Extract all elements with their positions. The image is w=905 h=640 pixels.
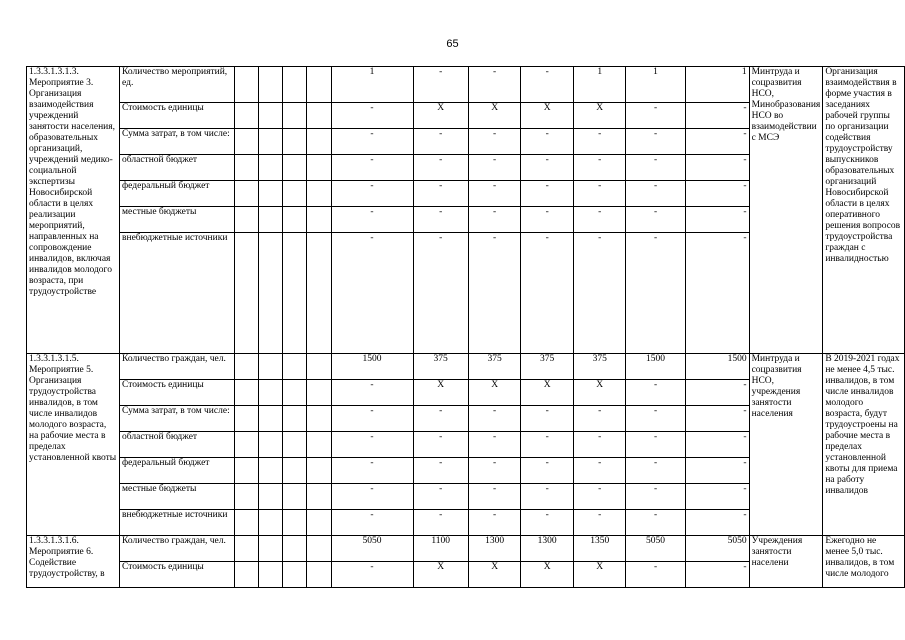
- value-cell: 1100: [413, 536, 468, 562]
- value-cell: -: [413, 207, 468, 233]
- value-cell: 375: [521, 354, 574, 380]
- value-cell: -: [626, 181, 685, 207]
- value-cell: -: [685, 129, 749, 155]
- budget-table: [26, 66, 905, 588]
- value-cell: -: [468, 432, 521, 458]
- value-cell: -: [331, 484, 413, 510]
- value-cell: -: [468, 67, 521, 103]
- value-cell: -: [573, 207, 626, 233]
- value-cell: -: [521, 207, 574, 233]
- value-cell: X: [573, 380, 626, 406]
- indicator-cell: Количество граждан, чел.: [120, 536, 235, 562]
- empty-cell: [307, 103, 331, 129]
- result-cell: В 2019-2021 годах не менее 4,5 тыс. инвалидов, в том числе инвалидов молодого возраста, будут трудоустроены на рабочие места в пределах установленной квоты для приема на работу инвалидов: [823, 354, 905, 536]
- value-cell: -: [468, 510, 521, 536]
- value-cell: -: [573, 458, 626, 484]
- value-cell: X: [573, 103, 626, 129]
- value-cell: -: [573, 129, 626, 155]
- value-cell: -: [468, 155, 521, 181]
- value-cell: -: [626, 155, 685, 181]
- value-cell: -: [331, 233, 413, 354]
- value-cell: -: [685, 181, 749, 207]
- value-cell: -: [331, 207, 413, 233]
- value-cell: -: [573, 484, 626, 510]
- empty-cell: [283, 562, 307, 588]
- value-cell: -: [521, 484, 574, 510]
- empty-cell: [307, 354, 331, 380]
- empty-cell: [307, 129, 331, 155]
- value-cell: -: [331, 406, 413, 432]
- empty-cell: [235, 380, 259, 406]
- indicator-cell: местные бюджеты: [120, 207, 235, 233]
- value-cell: -: [413, 484, 468, 510]
- value-cell: -: [626, 458, 685, 484]
- empty-cell: [307, 510, 331, 536]
- empty-cell: [259, 181, 283, 207]
- table-row: [27, 67, 905, 103]
- indicator-cell: федеральный бюджет: [120, 458, 235, 484]
- empty-cell: [307, 406, 331, 432]
- result-cell: Организация взаимодействия в форме участия в заседаниях рабочей группы по организации содействия трудоустройству выпускников образовательных организаций Новосибирской области в целях оперативного решения вопросов трудоустройства граждан с инвалидностью: [823, 67, 905, 354]
- empty-cell: [235, 354, 259, 380]
- value-cell: X: [573, 562, 626, 588]
- value-cell: -: [521, 155, 574, 181]
- empty-cell: [283, 510, 307, 536]
- indicator-cell: федеральный бюджет: [120, 181, 235, 207]
- value-cell: -: [331, 432, 413, 458]
- value-cell: -: [626, 103, 685, 129]
- value-cell: -: [685, 432, 749, 458]
- value-cell: -: [468, 233, 521, 354]
- empty-cell: [259, 233, 283, 354]
- value-cell: 1: [685, 67, 749, 103]
- empty-cell: [307, 562, 331, 588]
- value-cell: -: [331, 510, 413, 536]
- value-cell: -: [685, 207, 749, 233]
- value-cell: -: [685, 155, 749, 181]
- value-cell: -: [331, 155, 413, 181]
- value-cell: -: [413, 432, 468, 458]
- executor-cell: Минтруда и соцразвития НСО, учреждения занятости населения: [749, 354, 823, 536]
- result-cell: Ежегодно не менее 5,0 тыс. инвалидов, в том числе молодого: [823, 536, 905, 588]
- empty-cell: [283, 432, 307, 458]
- empty-cell: [307, 67, 331, 103]
- value-cell: -: [573, 233, 626, 354]
- value-cell: -: [413, 233, 468, 354]
- value-cell: -: [413, 458, 468, 484]
- empty-cell: [259, 103, 283, 129]
- value-cell: -: [331, 103, 413, 129]
- empty-cell: [307, 536, 331, 562]
- empty-cell: [259, 458, 283, 484]
- value-cell: -: [468, 458, 521, 484]
- value-cell: -: [521, 181, 574, 207]
- value-cell: -: [573, 406, 626, 432]
- empty-cell: [235, 207, 259, 233]
- empty-cell: [259, 155, 283, 181]
- value-cell: -: [626, 432, 685, 458]
- value-cell: -: [626, 233, 685, 354]
- value-cell: X: [413, 103, 468, 129]
- value-cell: 375: [468, 354, 521, 380]
- value-cell: -: [626, 406, 685, 432]
- indicator-cell: Количество мероприятий, ед.: [120, 67, 235, 103]
- empty-cell: [283, 380, 307, 406]
- value-cell: -: [626, 129, 685, 155]
- value-cell: -: [573, 155, 626, 181]
- empty-cell: [259, 484, 283, 510]
- indicator-cell: Стоимость единицы: [120, 562, 235, 588]
- value-cell: -: [521, 406, 574, 432]
- value-cell: X: [521, 380, 574, 406]
- value-cell: 1300: [468, 536, 521, 562]
- value-cell: -: [331, 458, 413, 484]
- value-cell: -: [573, 181, 626, 207]
- empty-cell: [307, 484, 331, 510]
- indicator-cell: Сумма затрат, в том числе:: [120, 129, 235, 155]
- empty-cell: [283, 67, 307, 103]
- value-cell: 1300: [521, 536, 574, 562]
- empty-cell: [235, 406, 259, 432]
- page-number: 65: [446, 38, 459, 50]
- value-cell: -: [685, 510, 749, 536]
- value-cell: -: [331, 380, 413, 406]
- value-cell: -: [413, 406, 468, 432]
- value-cell: X: [521, 562, 574, 588]
- empty-cell: [235, 155, 259, 181]
- value-cell: -: [626, 510, 685, 536]
- activity-cell: 1.3.3.1.3.1.6. Мероприятие 6. Содействие трудоустройству, в: [27, 536, 120, 588]
- empty-cell: [235, 562, 259, 588]
- empty-cell: [259, 562, 283, 588]
- indicator-cell: Количество граждан, чел.: [120, 354, 235, 380]
- value-cell: 5050: [685, 536, 749, 562]
- empty-cell: [283, 233, 307, 354]
- value-cell: -: [521, 233, 574, 354]
- indicator-cell: Стоимость единицы: [120, 380, 235, 406]
- value-cell: -: [626, 484, 685, 510]
- empty-cell: [235, 103, 259, 129]
- empty-cell: [283, 406, 307, 432]
- empty-cell: [283, 155, 307, 181]
- value-cell: -: [573, 510, 626, 536]
- empty-cell: [283, 354, 307, 380]
- empty-cell: [235, 536, 259, 562]
- empty-cell: [283, 458, 307, 484]
- value-cell: X: [413, 562, 468, 588]
- value-cell: -: [468, 406, 521, 432]
- value-cell: -: [521, 129, 574, 155]
- empty-cell: [235, 432, 259, 458]
- value-cell: -: [626, 207, 685, 233]
- value-cell: -: [413, 129, 468, 155]
- value-cell: -: [685, 562, 749, 588]
- empty-cell: [283, 103, 307, 129]
- value-cell: -: [685, 458, 749, 484]
- empty-cell: [283, 536, 307, 562]
- empty-cell: [307, 233, 331, 354]
- value-cell: -: [468, 129, 521, 155]
- indicator-cell: областной бюджет: [120, 155, 235, 181]
- empty-cell: [307, 207, 331, 233]
- value-cell: -: [626, 562, 685, 588]
- value-cell: -: [685, 380, 749, 406]
- value-cell: -: [521, 67, 574, 103]
- value-cell: X: [413, 380, 468, 406]
- value-cell: -: [521, 432, 574, 458]
- empty-cell: [259, 510, 283, 536]
- value-cell: 1: [626, 67, 685, 103]
- empty-cell: [235, 233, 259, 354]
- value-cell: -: [413, 155, 468, 181]
- empty-cell: [259, 380, 283, 406]
- activity-cell: 1.3.3.1.3.1.5. Мероприятие 5. Организация трудоустройства инвалидов, в том числе инвалидов молодого возраста, на рабочие места в пределах установленной квоты: [27, 354, 120, 536]
- value-cell: X: [468, 562, 521, 588]
- empty-cell: [259, 432, 283, 458]
- empty-cell: [235, 510, 259, 536]
- indicator-cell: Стоимость единицы: [120, 103, 235, 129]
- value-cell: -: [521, 510, 574, 536]
- empty-cell: [307, 432, 331, 458]
- table-row: [27, 536, 905, 562]
- executor-cell: Минтруда и соцразвития НСО, Минобразования НСО во взаимодействии с МСЭ: [749, 67, 823, 354]
- empty-cell: [307, 458, 331, 484]
- activity-cell: 1.3.3.1.3.1.3. Мероприятие 3. Организация взаимодействия учреждений занятости населения, образовательных организаций, учреждений медико-социальной экспертизы Новосибирской области в целях реализации мероприятий, направленных на сопровождение инвалидов, включая инвалидов молодого возраста, при трудоустройстве: [27, 67, 120, 354]
- value-cell: -: [468, 181, 521, 207]
- empty-cell: [307, 380, 331, 406]
- empty-cell: [259, 67, 283, 103]
- value-cell: -: [468, 484, 521, 510]
- empty-cell: [259, 536, 283, 562]
- empty-cell: [307, 155, 331, 181]
- value-cell: -: [626, 380, 685, 406]
- value-cell: -: [685, 103, 749, 129]
- indicator-cell: внебюджетные источники: [120, 510, 235, 536]
- value-cell: -: [413, 510, 468, 536]
- value-cell: 1: [331, 67, 413, 103]
- empty-cell: [235, 458, 259, 484]
- value-cell: -: [413, 181, 468, 207]
- value-cell: X: [468, 103, 521, 129]
- value-cell: -: [331, 129, 413, 155]
- indicator-cell: местные бюджеты: [120, 484, 235, 510]
- empty-cell: [283, 181, 307, 207]
- value-cell: 1: [573, 67, 626, 103]
- indicator-cell: областной бюджет: [120, 432, 235, 458]
- value-cell: -: [468, 207, 521, 233]
- value-cell: 1500: [685, 354, 749, 380]
- executor-cell: Учреждения занятости населени: [749, 536, 823, 588]
- empty-cell: [283, 484, 307, 510]
- empty-cell: [259, 207, 283, 233]
- empty-cell: [235, 129, 259, 155]
- value-cell: 5050: [626, 536, 685, 562]
- value-cell: -: [331, 181, 413, 207]
- value-cell: -: [685, 233, 749, 354]
- indicator-cell: Сумма затрат, в том числе:: [120, 406, 235, 432]
- table-row: [27, 354, 905, 380]
- empty-cell: [283, 129, 307, 155]
- value-cell: X: [521, 103, 574, 129]
- value-cell: -: [413, 67, 468, 103]
- indicator-cell: внебюджетные источники: [120, 233, 235, 354]
- value-cell: -: [331, 562, 413, 588]
- empty-cell: [307, 181, 331, 207]
- value-cell: -: [521, 458, 574, 484]
- value-cell: 1350: [573, 536, 626, 562]
- value-cell: -: [685, 406, 749, 432]
- value-cell: -: [573, 432, 626, 458]
- value-cell: 1500: [331, 354, 413, 380]
- empty-cell: [283, 207, 307, 233]
- empty-cell: [235, 484, 259, 510]
- empty-cell: [259, 406, 283, 432]
- empty-cell: [259, 129, 283, 155]
- value-cell: X: [468, 380, 521, 406]
- value-cell: 5050: [331, 536, 413, 562]
- value-cell: 375: [573, 354, 626, 380]
- value-cell: -: [685, 484, 749, 510]
- value-cell: 1500: [626, 354, 685, 380]
- empty-cell: [235, 181, 259, 207]
- empty-cell: [235, 67, 259, 103]
- value-cell: 375: [413, 354, 468, 380]
- empty-cell: [259, 354, 283, 380]
